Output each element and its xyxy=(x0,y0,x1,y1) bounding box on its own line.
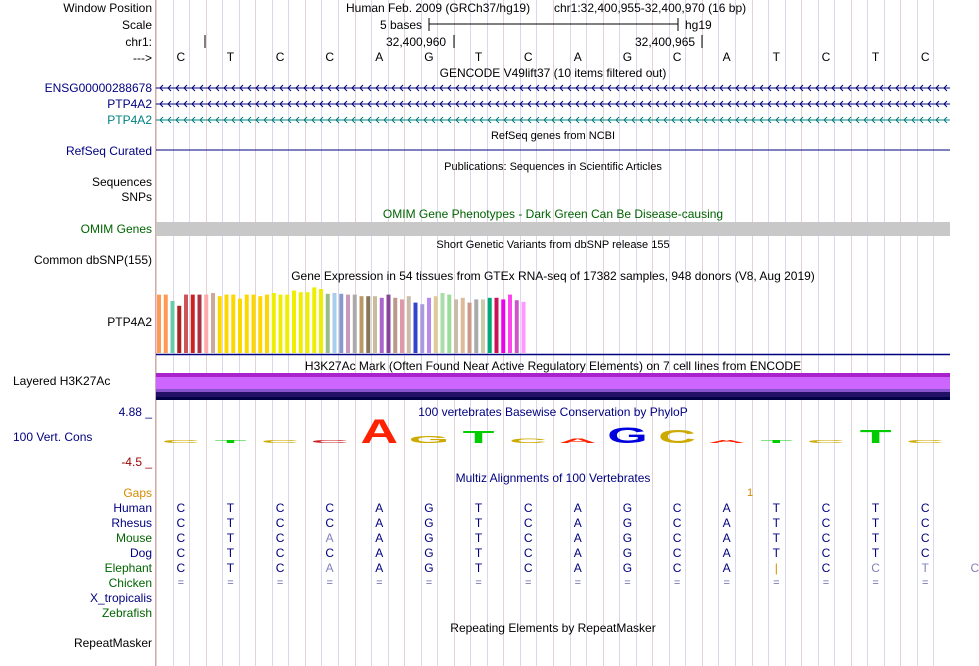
gtex-tissue-bar xyxy=(515,300,519,353)
alignment-double-line: = xyxy=(425,577,433,589)
alignment-base: C xyxy=(970,561,979,575)
base-letter: A xyxy=(722,50,731,64)
track-label-h3k27ac[interactable]: Layered H3K27Ac xyxy=(13,374,111,388)
alignment-double-line: = xyxy=(276,577,284,589)
alignment-double-line: = xyxy=(376,577,383,589)
gtex-tissue-bar xyxy=(441,293,445,353)
conservation-letter: T xyxy=(214,438,247,445)
alignment-double-line: = xyxy=(177,577,185,589)
alignment-base: A xyxy=(722,561,731,575)
gtex-tissue-bar xyxy=(204,295,208,353)
gtex-tissue-bar xyxy=(508,295,512,353)
conservation-max-label: 4.88 _ xyxy=(118,405,152,419)
alignment-base: T xyxy=(921,561,929,575)
gtex-tissue-bar xyxy=(434,296,438,353)
position-readout: chr1:32,400,955-32,400,970 (16 bp) xyxy=(554,1,747,15)
alignment-base: T xyxy=(226,501,235,515)
conservation-letter: C xyxy=(310,439,349,444)
track-label-omim[interactable]: OMIM Genes xyxy=(80,222,152,236)
gtex-tissue-bar xyxy=(319,289,323,353)
alignment-base: C xyxy=(920,546,930,560)
gtex-tissue-bar xyxy=(218,296,222,353)
h3k27ac-band-top xyxy=(156,373,950,377)
track-label-ptp4a2-1[interactable]: PTP4A2 xyxy=(107,97,152,111)
base-letter: C xyxy=(325,50,335,64)
alignment-double-line: = xyxy=(475,577,482,589)
alignment-base: C xyxy=(523,531,533,545)
track-label-sequences[interactable]: Sequences xyxy=(91,175,152,189)
gtex-tissue-bar xyxy=(326,294,330,353)
publications-track-title: Publications: Sequences in Scientific Articles xyxy=(444,161,662,173)
base-letter: A xyxy=(573,50,582,64)
chrom-label: chr1: xyxy=(125,35,152,49)
track-label-refseq[interactable]: RefSeq Curated xyxy=(65,144,152,158)
alignment-base: T xyxy=(474,501,483,515)
alignment-base: C xyxy=(275,516,285,530)
species-label-rhesus: Rhesus xyxy=(111,516,152,530)
alignment-base: T xyxy=(871,546,880,560)
alignment-base: T xyxy=(474,546,483,560)
alignment-double-line: = xyxy=(773,577,780,589)
alignment-base: C xyxy=(176,546,186,560)
coordinate-1: 32,400,960 xyxy=(386,35,447,49)
omim-track-title: OMIM Gene Phenotypes - Dark Green Can Be Disease-causing xyxy=(382,207,724,221)
conservation-letter: T xyxy=(760,439,793,444)
alignment-base: A xyxy=(375,501,384,515)
alignment-double-line: = xyxy=(723,577,730,589)
gtex-tissue-bar xyxy=(272,293,276,353)
conservation-letter: C xyxy=(906,438,944,445)
gtex-tissue-bar xyxy=(407,296,411,353)
h3k27ac-band-bottom xyxy=(156,397,950,400)
alignment-double-line: = xyxy=(227,577,234,589)
alignment-gap-mark: | xyxy=(774,561,778,575)
gtex-tissue-bar xyxy=(400,299,404,353)
base-letter: T xyxy=(772,50,780,64)
alignment-double-line: = xyxy=(574,577,582,589)
gtex-tissue-bar xyxy=(198,295,202,353)
gtex-tissue-bar xyxy=(184,295,188,353)
alignment-base: C xyxy=(523,561,533,575)
alignment-base: C xyxy=(920,501,930,515)
conservation-letter: T xyxy=(859,426,892,448)
h3k27ac-band-dark xyxy=(156,392,950,397)
alignment-base: A xyxy=(573,546,582,560)
multiz-gaps-label: Gaps xyxy=(123,486,152,500)
alignment-base: C xyxy=(176,531,186,545)
base-letter: C xyxy=(275,50,285,64)
conservation-letter: C xyxy=(658,426,696,448)
alignment-base: G xyxy=(622,516,633,530)
h3k27ac-band xyxy=(156,377,950,389)
gtex-tissue-bar xyxy=(447,295,451,353)
gtex-tissue-bar xyxy=(495,298,499,353)
species-label-mouse: Mouse xyxy=(115,531,152,545)
track-data-area[interactable] xyxy=(156,0,979,666)
track-label-snps[interactable]: SNPs xyxy=(121,190,152,204)
gtex-tissue-bar xyxy=(380,298,384,353)
species-label-x-tropicalis: X_tropicalis xyxy=(89,591,152,605)
gtex-tissue-bar xyxy=(292,291,296,353)
track-label-ptp4a2-2[interactable]: PTP4A2 xyxy=(107,113,152,127)
omim-gene-bar xyxy=(156,222,950,236)
gtex-tissue-bar xyxy=(279,295,283,353)
alignment-double-line: = xyxy=(872,577,879,589)
alignment-base: A xyxy=(573,561,582,575)
alignment-base: C xyxy=(523,546,533,560)
alignment-base: C xyxy=(275,501,285,515)
alignment-base: C xyxy=(523,516,533,530)
alignment-base: C xyxy=(871,561,880,575)
alignment-base: C xyxy=(672,516,682,530)
gtex-tissue-bar xyxy=(157,295,161,353)
alignment-double-line: = xyxy=(921,577,929,589)
conservation-track-title: 100 vertebrates Basewise Conservation by PhyloP xyxy=(418,405,688,419)
species-label-zebrafish: Zebrafish xyxy=(101,606,152,620)
alignment-base: T xyxy=(474,561,483,575)
alignment-base: G xyxy=(424,516,434,530)
gtex-tissue-bar xyxy=(285,295,289,353)
gtex-tissue-bar xyxy=(306,292,310,353)
dbsnp-track-title: Short Genetic Variants from dbSNP release 155 xyxy=(436,239,670,251)
alignment-base: T xyxy=(772,501,780,515)
conservation-letter: C xyxy=(509,437,547,445)
conservation-letter: T xyxy=(462,427,495,447)
base-letter: C xyxy=(821,50,831,64)
gtex-tissue-bar xyxy=(211,293,215,353)
gtex-tissue-bar xyxy=(353,295,357,353)
alignment-base: C xyxy=(821,501,831,515)
alignment-base: C xyxy=(821,516,831,530)
alignment-base: G xyxy=(622,561,633,575)
alignment-base: A xyxy=(722,546,731,560)
gencode-track-title: GENCODE V49lift37 (10 items filtered out) xyxy=(439,66,667,80)
base-letter: T xyxy=(226,50,235,64)
alignment-base: A xyxy=(375,516,384,530)
alignment-base: A xyxy=(573,501,582,515)
alignment-base: G xyxy=(424,546,434,560)
alignment-base: C xyxy=(920,516,930,530)
alignment-base: T xyxy=(226,516,235,530)
gtex-tissue-bar xyxy=(468,303,472,353)
species-label-elephant: Elephant xyxy=(104,561,152,575)
coordinate-2: 32,400,965 xyxy=(635,35,696,49)
alignment-base: C xyxy=(176,561,186,575)
alignment-base: C xyxy=(821,546,831,560)
gtex-tissue-bar xyxy=(299,292,303,353)
gtex-tissue-bar xyxy=(461,298,465,353)
gtex-tissue-bar xyxy=(245,295,249,353)
gtex-tissue-bar xyxy=(312,287,316,353)
alignment-base: T xyxy=(772,531,780,545)
gtex-tissue-bar xyxy=(488,298,492,353)
base-letter: G xyxy=(424,50,434,64)
track-label-repeatmasker[interactable]: RepeatMasker xyxy=(73,636,152,650)
alignment-base: C xyxy=(176,516,186,530)
alignment-base: C xyxy=(275,546,285,560)
species-label-chicken: Chicken xyxy=(108,576,152,590)
h3k27ac-band-mid xyxy=(156,389,950,392)
conservation-letter: C xyxy=(162,439,200,444)
alignment-base: T xyxy=(772,546,780,560)
alignment-base: C xyxy=(672,546,682,560)
repeatmasker-track-title: Repeating Elements by RepeatMasker xyxy=(450,621,656,635)
gtex-tissue-bar xyxy=(191,295,195,353)
track-label-conservation[interactable]: 100 Vert. Cons xyxy=(13,430,93,444)
alignment-base: A xyxy=(722,531,731,545)
gtex-tissue-bar xyxy=(177,306,181,353)
base-letter: T xyxy=(871,50,880,64)
gtex-tissue-bar xyxy=(225,295,229,353)
alignment-base: C xyxy=(275,531,285,545)
gtex-tissue-bar xyxy=(501,299,505,353)
conservation-letter: G xyxy=(607,423,648,449)
gtex-tissue-bar xyxy=(393,298,397,353)
multiz-track-title: Multiz Alignments of 100 Vertebrates xyxy=(455,471,651,485)
alignment-base: T xyxy=(871,501,880,515)
gtex-tissue-bar xyxy=(454,299,458,353)
conservation-letter: A xyxy=(360,412,399,451)
alignment-base: T xyxy=(226,546,235,560)
conservation-letter: A xyxy=(707,439,746,444)
gtex-tissue-bar xyxy=(427,298,431,353)
alignment-base: A xyxy=(325,531,334,545)
gtex-tissue-bar xyxy=(522,302,526,353)
alignment-double-line: = xyxy=(822,577,830,589)
alignment-base: G xyxy=(424,561,434,575)
gtex-tissue-bar xyxy=(333,293,337,353)
gtex-tissue-bar xyxy=(414,303,418,353)
scale-bar-label: 5 bases xyxy=(380,18,423,32)
species-label-human: Human xyxy=(113,501,152,515)
gtex-tissue-bar xyxy=(346,295,350,353)
alignment-base: T xyxy=(474,531,483,545)
alignment-double-line: = xyxy=(673,577,681,589)
alignment-base: C xyxy=(920,531,930,545)
alignment-base: G xyxy=(424,531,434,545)
gtex-track-title: Gene Expression in 54 tissues from GTEx RNA-seq of 17382 samples, 948 donors (V8, Aug 2019) xyxy=(291,269,815,283)
alignment-base: C xyxy=(672,501,682,515)
window-position-label: Window Position xyxy=(63,1,152,15)
track-label-ensg[interactable]: ENSG00000288678 xyxy=(44,81,152,95)
alignment-base: C xyxy=(176,501,186,515)
gtex-tissue-bar xyxy=(164,295,168,353)
gtex-tissue-bar xyxy=(171,301,175,353)
alignment-base: C xyxy=(821,531,831,545)
alignment-base: C xyxy=(325,546,335,560)
base-letter: C xyxy=(672,50,682,64)
alignment-base: A xyxy=(573,516,582,530)
conservation-min-label: -4.5 _ xyxy=(121,455,152,469)
alignment-base: T xyxy=(226,531,235,545)
h3k27ac-track-title: H3K27Ac Mark (Often Found Near Active Regulatory Elements) on 7 cell lines from ENCODE xyxy=(304,359,802,373)
assembly-title: Human Feb. 2009 (GRCh37/hg19) xyxy=(346,1,531,15)
gtex-tissue-bar xyxy=(481,299,485,353)
track-label-column xyxy=(0,0,155,666)
gtex-tissue-bar xyxy=(373,296,377,353)
gtex-tissue-bar xyxy=(252,295,256,353)
conservation-letter: G xyxy=(408,433,450,446)
conservation-letter: C xyxy=(807,439,845,444)
multiz-gap-count: 1 xyxy=(746,487,754,499)
conservation-letter: A xyxy=(559,437,597,445)
gtex-tissue-bar xyxy=(231,295,235,353)
alignment-base: A xyxy=(573,531,582,545)
alignment-base: A xyxy=(375,531,384,545)
alignment-double-line: = xyxy=(524,577,532,589)
alignment-base: A xyxy=(722,516,731,530)
alignment-base: A xyxy=(375,546,384,560)
alignment-base: C xyxy=(821,561,831,575)
gtex-tissue-bar xyxy=(366,296,370,353)
gtex-tissue-bar xyxy=(360,296,364,353)
base-letter: C xyxy=(920,50,930,64)
gtex-tissue-bar xyxy=(474,299,478,353)
conservation-letter: C xyxy=(261,438,299,445)
alignment-base: C xyxy=(325,501,335,515)
track-label-gtex[interactable]: PTP4A2 xyxy=(107,315,152,329)
alignment-base: T xyxy=(474,516,483,530)
alignment-base: G xyxy=(622,546,633,560)
alignment-base: C xyxy=(672,561,682,575)
alignment-double-line: = xyxy=(624,577,631,589)
alignment-base: G xyxy=(424,501,434,515)
base-letter: C xyxy=(523,50,533,64)
gtex-tissue-bar xyxy=(265,295,269,353)
gtex-tissue-bar xyxy=(387,295,391,353)
alignment-base: G xyxy=(622,501,633,515)
alignment-base: C xyxy=(275,561,285,575)
gtex-tissue-bar xyxy=(339,294,343,353)
alignment-base: C xyxy=(672,531,682,545)
alignment-base: A xyxy=(325,561,334,575)
alignment-base: T xyxy=(871,516,880,530)
alignment-base: C xyxy=(523,501,533,515)
gtex-tissue-bar xyxy=(258,296,262,353)
alignment-base: G xyxy=(622,531,633,545)
alignment-base: C xyxy=(325,516,335,530)
alignment-base: A xyxy=(722,501,731,515)
base-letter: A xyxy=(375,50,384,64)
strand-label: ---> xyxy=(133,51,152,65)
alignment-base: T xyxy=(226,561,235,575)
alignment-double-line: = xyxy=(326,577,333,589)
gtex-tissue-bar xyxy=(238,299,242,353)
gtex-tissue-bar xyxy=(420,304,424,353)
base-letter: T xyxy=(474,50,483,64)
alignment-base: A xyxy=(375,561,384,575)
scale-label: Scale xyxy=(121,18,152,32)
base-letter: G xyxy=(622,50,633,64)
base-letter: C xyxy=(176,50,186,64)
scale-db-label: hg19 xyxy=(685,18,712,32)
track-label-dbsnp[interactable]: Common dbSNP(155) xyxy=(33,253,152,267)
alignment-base: T xyxy=(871,531,880,545)
refseq-track-title: RefSeq genes from NCBI xyxy=(490,130,616,142)
species-label-dog: Dog xyxy=(129,546,152,560)
alignment-base: T xyxy=(772,516,780,530)
